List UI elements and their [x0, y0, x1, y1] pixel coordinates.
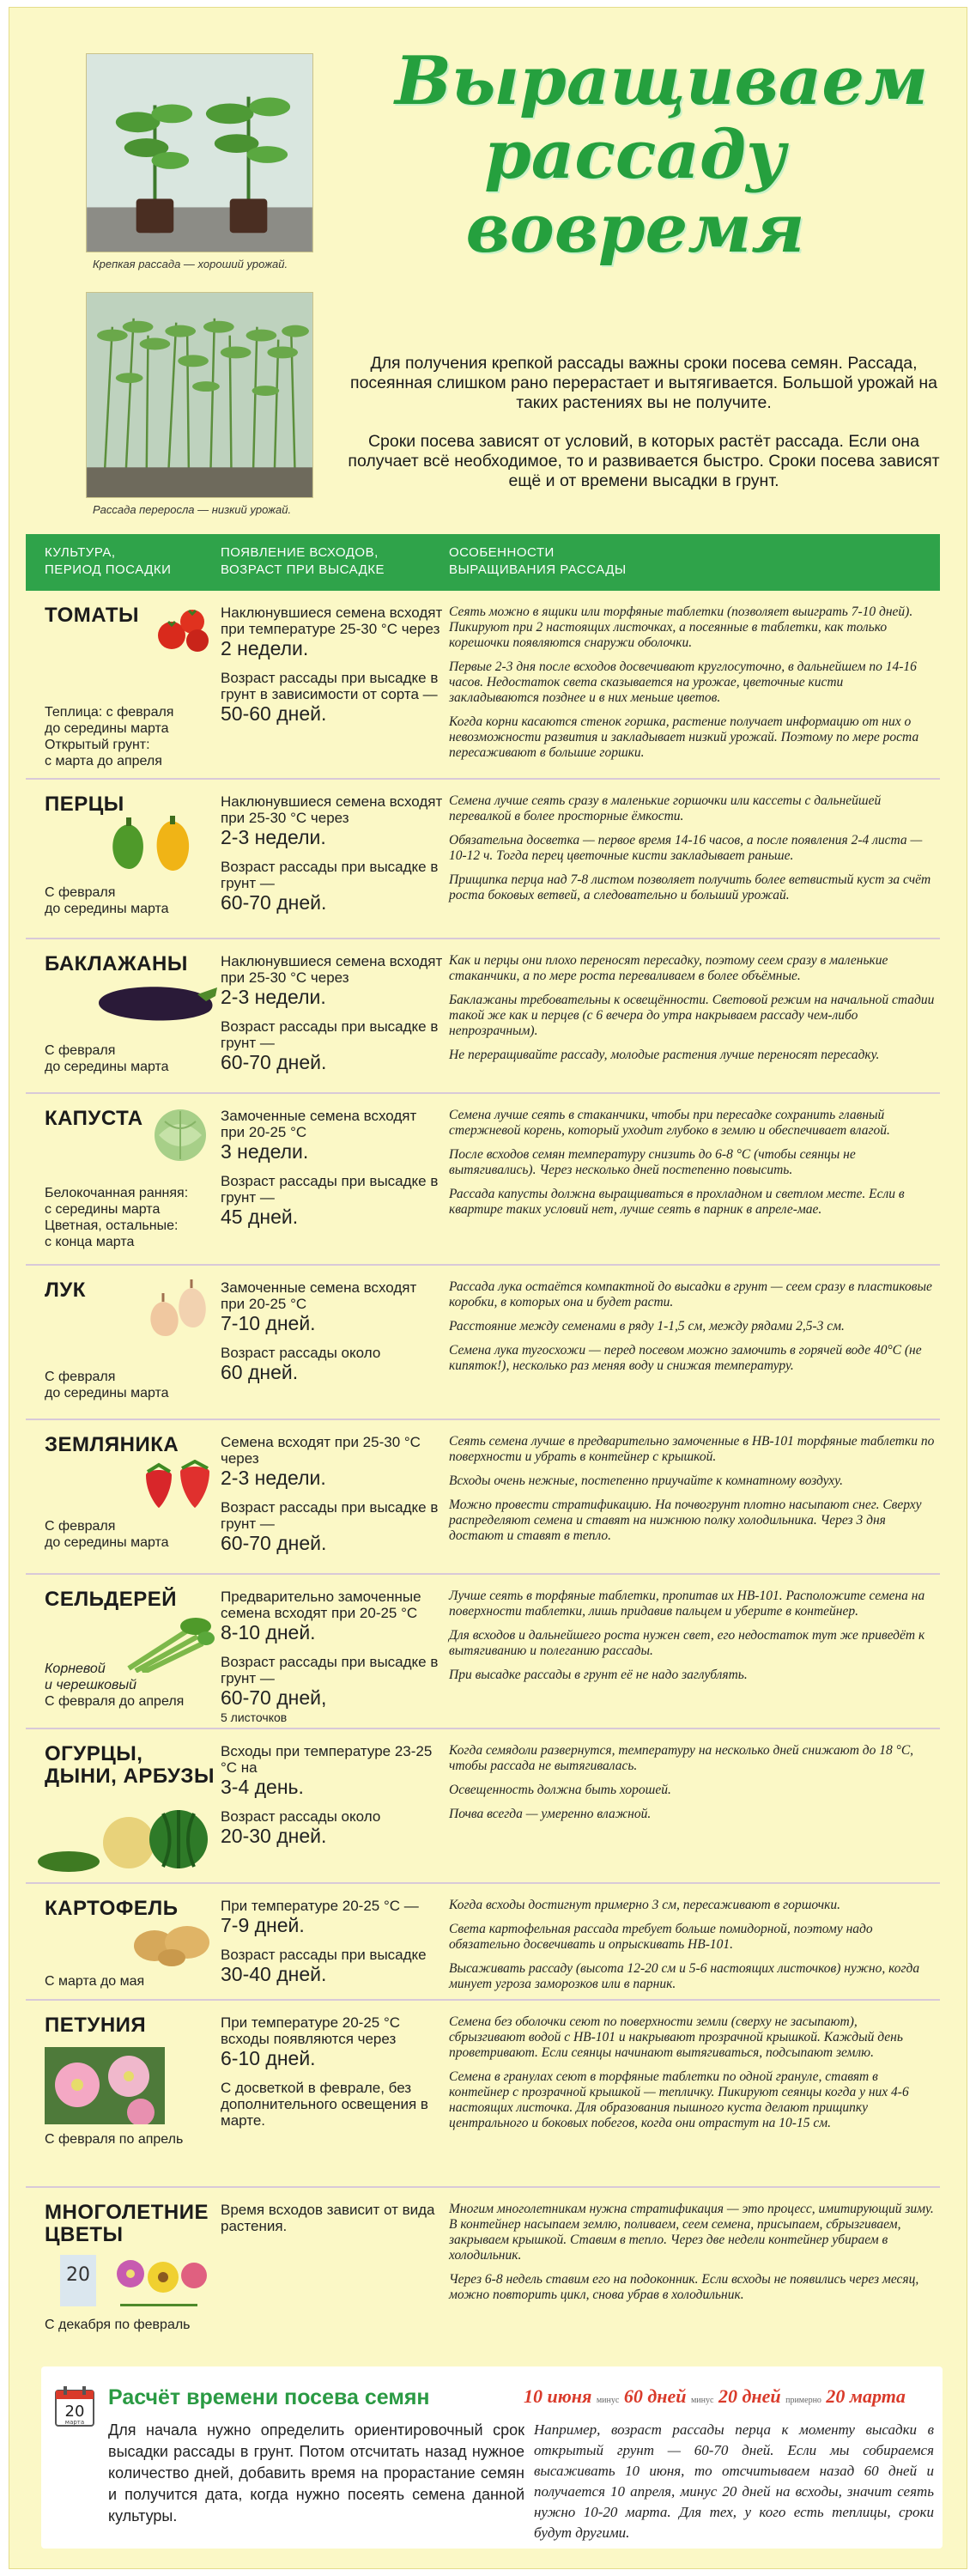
calc-example: Например, возраст рассады перца к моменту высадки в открытый грунт — 60-70 дней. Если мы собираемся высаживать 10 июня, то отсчитываем назад 60 дней и получается 10 апреля, минус 20 дней на всходы, значит сеять нужно 10-20 марта. Для тех, у кого есть теплицы, сроки будут другими. — [534, 2421, 934, 2541]
intro-paragraph: Сроки посева зависят от условий, в которых растёт рассада. Если она получает всё необходимое, то и развивается быстро. Сроки посева зависят ещё и от времени высадки в грунт. — [348, 432, 940, 490]
sprouts-info: При температуре 20-25 °С — 7-9 дней. Возраст рассады при высадке 30-40 дней. — [221, 1898, 427, 1985]
table-row — [26, 781, 940, 939]
table-row — [26, 1886, 940, 2001]
sprouts-info: Предварительно замоченные семена всходят при 20-25 °С 8-10 дней. Возраст рассады при высадке в грунт — 60-70 дней, 5 листочков — [221, 1589, 439, 1724]
sprouts-info: Время всходов зависит от вида растения. — [221, 2202, 435, 2234]
photo-caption: Рассада переросла — низкий урожай. — [93, 503, 292, 516]
planting-period: С февраля до середины марта — [45, 885, 169, 916]
table-row — [26, 941, 940, 1094]
table-row — [26, 1577, 940, 1729]
crop-name: КАРТОФЕЛЬ — [45, 1897, 179, 1920]
sprouts-info: Наклюнувшиеся семена всходят при 25-30 °С через 2-3 недели. Возраст рассады при высадке в грунт — 60-70 дней. — [221, 953, 443, 1073]
planting-period: Корневой и черешковый С февраля до апреля — [45, 1662, 185, 1709]
table-row — [26, 1731, 940, 1884]
svg-text:20: 20 — [66, 2264, 90, 2286]
crop-name: ПЕРЦЫ — [45, 793, 124, 816]
melons-icon — [34, 1805, 215, 1877]
potato-icon — [129, 1920, 215, 1967]
page-title: Выращиваем рассаду вовремя — [395, 42, 929, 268]
table-row — [26, 1422, 940, 1575]
planting-period: С февраля до середины марта — [45, 1043, 169, 1074]
growing-notes: Сеять семена лучше в предварительно замоченные в НВ-101 торфяные таблетки по поверхности и убрать в контейнер с крышкой. Всходы очень нежные, постепенно приучайте к комнатному воздуху. Можно провести стратификацию. На почвогрунт плотно насыпают снег. Сверху распределяют семена и ставят на нижнюю полку холодильника. Через 3 дня достают и ставят в тепло. — [449, 1434, 935, 1543]
planting-period: С февраля по апрель — [45, 2132, 184, 2147]
planting-period: Теплица: с февраля до середины марта Открытый грунт: с марта до апреля — [45, 705, 174, 769]
sprouts-info: Семена всходят при 25-30 °С через 2-3 недели. Возраст рассады при высадке в грунт — 60-70 дней. — [221, 1434, 439, 1554]
calendar-icon — [55, 2385, 94, 2427]
growing-notes: Как и перцы они плохо переносят пересадку, поэтому сеем сразу в маленькие стаканчики, а по мере роста переваливаем в более объёмные. Баклажаны требовательны к освещённости. Световой режим на начальной стадии такой же как и перцев (с 6 вечера до утра накрываем рассаду чем-либо непрозрачным). Не переращивайте рассаду, молодые растения лучше переносят пересадку. — [449, 953, 935, 1062]
calc-title: Расчёт времени посева семян — [108, 2385, 430, 2409]
crop-name: ПЕТУНИЯ — [45, 2014, 147, 2037]
planting-period: С февраля до середины марта — [45, 1370, 169, 1400]
crop-name: ОГУРЦЫ, ДЫНИ, АРБУЗЫ — [45, 1742, 215, 1788]
onion-icon — [142, 1276, 215, 1340]
growing-notes: Сеять можно в ящики или торфяные таблетки (позволяет выиграть 7-10 дней). Пикируют при 2 настоящих листочках, а посеянные в таблетки, как только корешочки появляются снаружи оболочки. Первые 2-3 дня после всходов досвечивают круглосуточно, в дальнейшем по 14-16 часов. Недостаток света сказывается на урожае, цветочные кисти закладываются позднее и в них меньше цветов. Когда корни касаются стенок горшка, растение получает информацию от них о невозможности развития и закладывает низкий урожай. Поэтому по мере роста пересаживают в большие горшки. — [449, 605, 919, 760]
strawberry-icon — [137, 1460, 215, 1511]
svg-text:20: 20 — [64, 2403, 85, 2421]
svg-text:марта: марта — [64, 2419, 85, 2426]
photo-caption: Крепкая рассада — хороший урожай. — [93, 258, 288, 270]
crop-name: СЕЛЬДЕРЕЙ — [45, 1588, 177, 1611]
growing-notes: Многим многолетникам нужна стратификация — это процесс, имитирующий зиму. В контейнер насыпаем землю, поливаем, сеем семена, присыпаем, сбрызгиваем, закрываем крышкой. Ставим в тепло. Через две недели контейнер убираем в холодильник. Через 6-8 недель ставим его на подоконник. Если всходы не появились через месяц, можно повторить цикл, снова убрав в холодильник. — [449, 2202, 934, 2302]
growing-notes: Семена без оболочки сеют по поверхности земли (сверху не засыпают), сбрызгивают водой с НВ-101 и накрывают прозрачной крышкой. Каждый день проветривают. Если сеянцы начинают вытягиваться, подсыпают землю. Семена в гранулах сеют в торфяные таблетки по одной грануле, ставят в контейнер с прозрачной крышкой — тепличку. Пикируют сеянцы когда у них 4-6 настоящих листочка. Для образования пышного куста делают прищипку центрального и боковых побегов, когда они отрастут на 10-15 см. — [449, 2014, 909, 2130]
planting-period: С февраля до середины марта — [45, 1519, 169, 1550]
crop-name: ЛУК — [45, 1279, 86, 1302]
column-header-features: ОСОБЕННОСТИ ВЫРАЩИВАНИЯ РАССАДЫ — [449, 545, 627, 577]
crop-name: БАКЛАЖАНЫ — [45, 952, 188, 975]
cabbage-icon — [146, 1104, 215, 1164]
growing-notes: Лучше сеять в торфяные таблетки, пропитав их НВ-101. Расположите семена на поверхности таблетки, лишь придавив пальцем и уберите в контейнер. Для всходов и дальнейшего роста нужен свет, его недостаток тут же приведёт к вытягиванию и полеганию рассады. При высадке рассады в грунт её не надо заглублять. — [449, 1589, 925, 1682]
table-header — [26, 534, 940, 591]
growing-notes: Семена лучше сеять в стаканчики, чтобы при пересадке сохранить главный стержневой корень, который уходит глубоко в землю и обеспечивает влагой. После всходов семян температуру снизить до 6-8 °С (чтобы сеянцы не вытягивались). Через несколько дней постепенно повысить. Рассада капусты должна выращиваться в прохладном и светлом месте. Если в квартире таких условий нет, лучше сеять в парник в апреле-мае. — [449, 1108, 905, 1217]
crop-name: МНОГОЛЕТНИЕ ЦВЕТЫ — [45, 2201, 209, 2246]
crop-name: ТОМАТЫ — [45, 604, 140, 627]
calc-formula: 10 июня минус 60 дней минус 20 дней примерно 20 марта — [524, 2385, 906, 2407]
sprouts-info: Наклюнувшиеся семена всходят при температуре 25-30 °С через 2 недели. Возраст рассады при высадке в грунт в зависимости от сорта — 50-60 дней. — [221, 605, 443, 725]
sprouts-info: Всходы при температуре 23-25 °С на 3-4 день. Возраст рассады около 20-30 дней. — [221, 1743, 433, 1847]
growing-notes: Когда семядоли развернутся, температуру на несколько дней снижают до 18 °С, чтобы рассада не вытягивалась. Освещенность должна быть хорошей. Почва всегда — умеренно влажной. — [449, 1743, 914, 1821]
sprouts-info: Замоченные семена всходят при 20-25 °С 7-10 дней. Возраст рассады около 60 дней. — [221, 1279, 417, 1383]
table-row — [26, 1096, 940, 1266]
planting-period: Белокочанная ранняя: с середины марта Цветная, остальные: с конца марта — [45, 1186, 189, 1249]
petunia-icon — [45, 2047, 165, 2124]
eggplant-icon — [90, 977, 219, 1029]
tomato-icon — [155, 603, 215, 654]
sprouts-info: При температуре 20-25 °С всходы появляются через 6-10 дней. С досветкой в феврале, без дополнительного освещения в марте. — [221, 2014, 428, 2129]
overgrown-seedlings-photo — [86, 292, 313, 498]
planting-period: С марта до мая — [45, 1974, 145, 1989]
sowing-calc-box — [41, 2366, 943, 2549]
crop-name: КАПУСТА — [45, 1107, 143, 1130]
sprouts-info: Замоченные семена всходят при 20-25 °С 3 недели. Возраст рассады при высадке в грунт — 45 дней. — [221, 1108, 439, 1228]
growing-notes: Семена лучше сеять сразу в маленькие горшочки или кассеты с дальнейшей перевалкой в более просторные ёмкости. Обязательна досветка — первое время 14-16 часов, а после появления 2-4 листа — 10-12 ч. Тогда перец цветочные кисти закладывает раньше. Прищипка перца над 7-8 листом позволяет получить более ветвистый куст за счёт роста боковых ветвей, а следовательно и больший урожай. — [449, 793, 931, 902]
table-row — [26, 2002, 940, 2188]
column-header-crop: КУЛЬТУРА, ПЕРИОД ПОСАДКИ — [45, 545, 172, 577]
calc-explanation: Для начала нужно определить ориентировочный срок высадки рассады в грунт. Потом отсчитать назад нужное количество дней, добавить время на прорастание семян и получится дата, когда нужно посеять семена данной культуры. — [108, 2421, 524, 2524]
table-row — [26, 1267, 940, 1420]
table-row — [26, 2190, 940, 2348]
column-header-sprouts: ПОЯВЛЕНИЕ ВСХОДОВ, ВОЗРАСТ ПРИ ВЫСАДКЕ — [221, 545, 385, 577]
crop-name: ЗЕМЛЯНИКА — [45, 1433, 179, 1456]
flowers-icon — [60, 2255, 210, 2306]
planting-period: С декабря по февраль — [45, 2318, 191, 2332]
pepper-icon — [103, 816, 206, 876]
growing-notes: Когда всходы достигнут примерно 3 см, пересаживают в горшочки. Света картофельная рассада требует больше помидорной, поэтому надо обязательно досвечивать и опрыскивать НВ-101. Высаживать рассаду (высота 12-20 см и 5-6 настоящих листочков) нужно, когда минует угроза заморозков или в парник. — [449, 1898, 920, 1991]
table-row — [26, 592, 940, 780]
strong-seedlings-photo — [86, 53, 313, 252]
sprouts-info: Наклюнувшиеся семена всходят при 25-30 °С через 2-3 недели. Возраст рассады при высадке в грунт — 60-70 дней. — [221, 793, 443, 914]
growing-notes: Рассада лука остаётся компактной до высадки в грунт — сеем сразу в пластиковые коробки, в которых она и будет расти. Расстояние между семенами в ряду 1-1,5 см, между рядами 2,5-3 см. Семена лука тугосхожи — перед посевом можно замочить в горячей воде 40°С (не кипяток!), несколько раз меняя воду и снижая температуру. — [449, 1279, 932, 1373]
intro-paragraph: Для получения крепкой рассады важны сроки посева семян. Рассада, посеянная слишком рано перерастает и вытягивается. Большой урожай на таких растениях вы не получите. — [350, 354, 937, 412]
